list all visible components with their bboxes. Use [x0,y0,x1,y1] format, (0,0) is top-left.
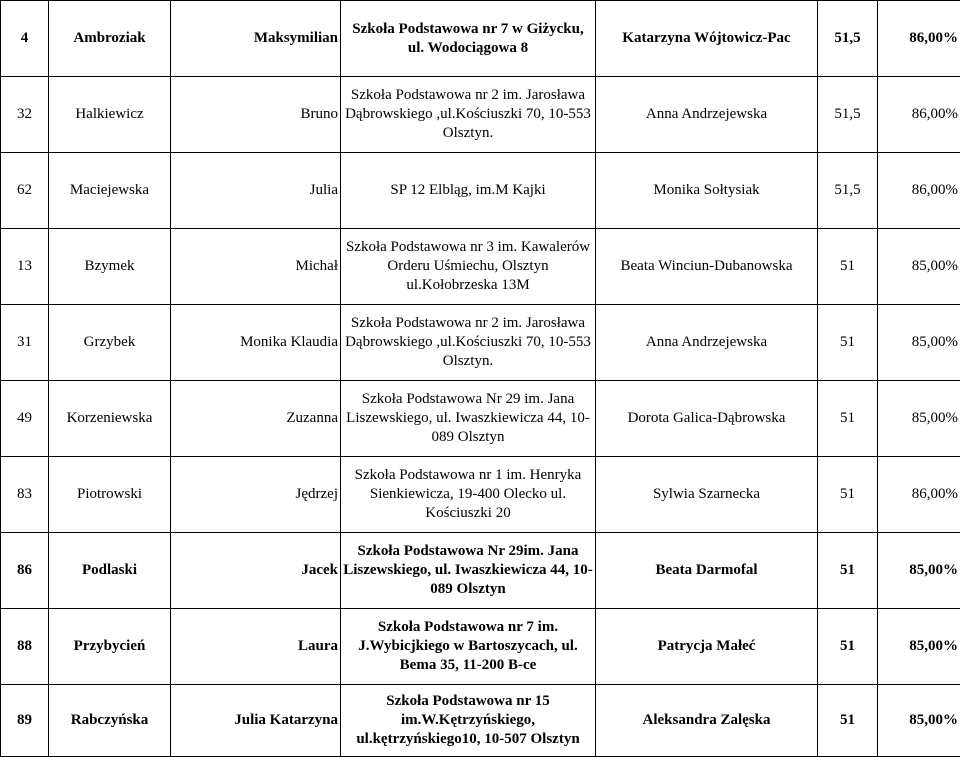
first-name: Zuzanna [171,381,341,457]
points-value: 51,5 [818,1,878,77]
teacher-name: Patrycja Małeć [596,609,818,685]
row-number: 13 [1,229,49,305]
table-row [1,1,960,77]
last-name: Maciejewska [49,153,171,229]
points-value: 51,5 [818,77,878,153]
row-number: 89 [1,685,49,757]
row-number: 4 [1,1,49,77]
first-name: Jędrzej [171,457,341,533]
row-number: 83 [1,457,49,533]
table-row [1,457,960,533]
teacher-name: Katarzyna Wójtowicz-Pac [596,1,818,77]
percent-value: 86,00% [878,457,960,533]
teacher-name: Dorota Galica-Dąbrowska [596,381,818,457]
row-number: 88 [1,609,49,685]
school-name: SP 12 Elbląg, im.M Kajki [341,153,596,229]
school-name: Szkoła Podstawowa nr 7 im. J.Wybicjkiego w Bartoszycach, ul. Bema 35, 11-200 B-ce [341,609,596,685]
school-name: Szkoła Podstawowa Nr 29im. Jana Liszewskiego, ul. Iwaszkiewicza 44, 10-089 Olsztyn [341,533,596,609]
points-value: 51 [818,533,878,609]
teacher-name: Monika Sołtysiak [596,153,818,229]
table-row [1,77,960,153]
last-name: Korzeniewska [49,381,171,457]
last-name: Piotrowski [49,457,171,533]
row-number: 49 [1,381,49,457]
table-row [1,305,960,381]
table-row [1,153,960,229]
first-name: Bruno [171,77,341,153]
percent-value: 85,00% [878,609,960,685]
percent-value: 85,00% [878,685,960,757]
percent-value: 85,00% [878,381,960,457]
last-name: Rabczyńska [49,685,171,757]
school-name: Szkoła Podstawowa nr 1 im. Henryka Sienkiewicza, 19-400 Olecko ul. Kościuszki 20 [341,457,596,533]
percent-value: 86,00% [878,77,960,153]
points-value: 51 [818,229,878,305]
table-row [1,685,960,757]
points-value: 51 [818,305,878,381]
last-name: Podlaski [49,533,171,609]
points-value: 51 [818,609,878,685]
school-name: Szkoła Podstawowa Nr 29 im. Jana Liszewskiego, ul. Iwaszkiewicza 44, 10-089 Olsztyn [341,381,596,457]
last-name: Halkiewicz [49,77,171,153]
first-name: Jacek [171,533,341,609]
points-value: 51,5 [818,153,878,229]
teacher-name: Anna Andrzejewska [596,305,818,381]
row-number: 31 [1,305,49,381]
points-value: 51 [818,685,878,757]
school-name: Szkoła Podstawowa nr 7 w Giżycku, ul. Wodociągowa 8 [341,1,596,77]
first-name: Monika Klaudia [171,305,341,381]
teacher-name: Sylwia Szarnecka [596,457,818,533]
first-name: Julia [171,153,341,229]
table-row [1,229,960,305]
school-name: Szkoła Podstawowa nr 2 im. Jarosława Dąbrowskiego ,ul.Kościuszki 70, 10-553 Olsztyn. [341,305,596,381]
percent-value: 86,00% [878,1,960,77]
last-name: Bzymek [49,229,171,305]
first-name: Maksymilian [171,1,341,77]
teacher-name: Beata Darmofal [596,533,818,609]
first-name: Laura [171,609,341,685]
results-body [1,1,960,757]
school-name: Szkoła Podstawowa nr 2 im. Jarosława Dąbrowskiego ,ul.Kościuszki 70, 10-553 Olsztyn. [341,77,596,153]
school-name: Szkoła Podstawowa nr 15 im.W.Kętrzyńskiego, ul.kętrzyńskiego10, 10-507 Olsztyn [341,685,596,757]
teacher-name: Anna Andrzejewska [596,77,818,153]
table-row [1,533,960,609]
teacher-name: Beata Winciun-Dubanowska [596,229,818,305]
percent-value: 85,00% [878,533,960,609]
table-row [1,381,960,457]
row-number: 86 [1,533,49,609]
first-name: Michał [171,229,341,305]
last-name: Grzybek [49,305,171,381]
row-number: 32 [1,77,49,153]
percent-value: 85,00% [878,305,960,381]
teacher-name: Aleksandra Zalęska [596,685,818,757]
percent-value: 86,00% [878,153,960,229]
points-value: 51 [818,381,878,457]
last-name: Ambroziak [49,1,171,77]
table-row [1,609,960,685]
school-name: Szkoła Podstawowa nr 3 im. Kawalerów Orderu Uśmiechu, Olsztyn ul.Kołobrzeska 13M [341,229,596,305]
row-number: 62 [1,153,49,229]
first-name: Julia Katarzyna [171,685,341,757]
points-value: 51 [818,457,878,533]
percent-value: 85,00% [878,229,960,305]
last-name: Przybycień [49,609,171,685]
